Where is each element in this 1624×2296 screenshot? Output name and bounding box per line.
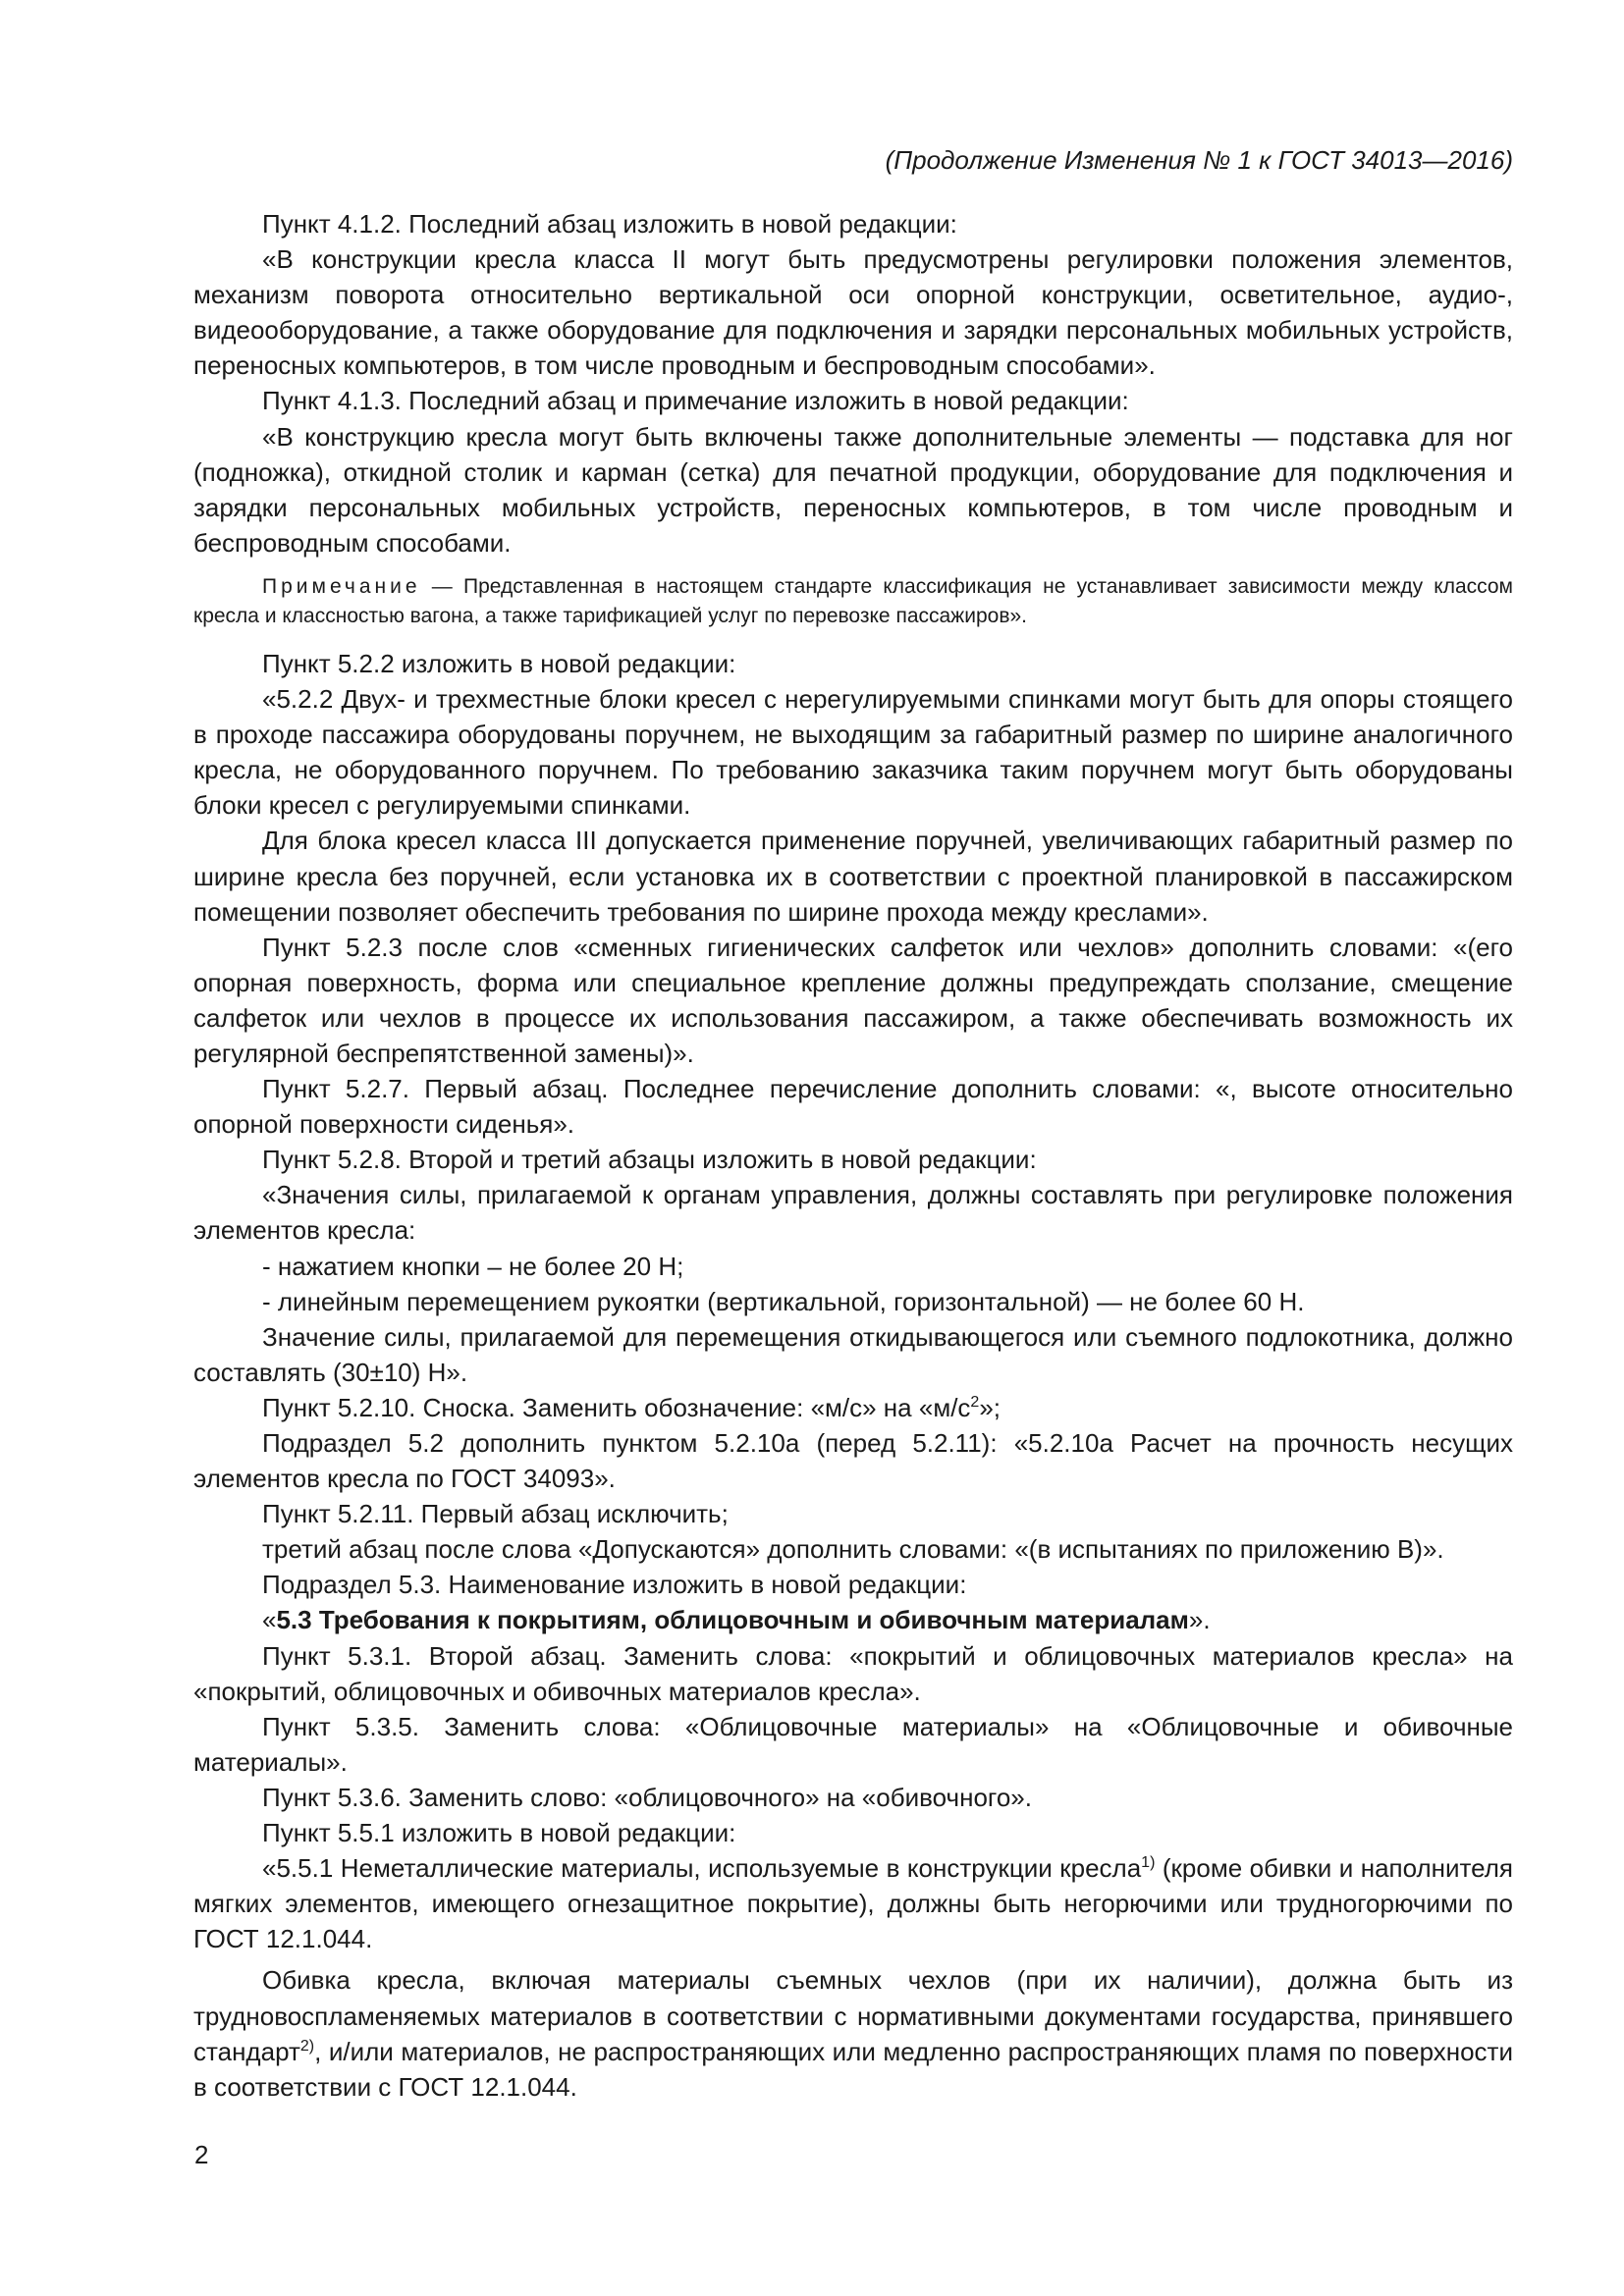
note-paragraph xyxy=(193,572,1513,631)
paragraph: Пункт 5.3.1. Второй абзац. Заменить слова: «покрытий и облицовочных материалов кресла» на «покрытий, облицовочных и обивочных материалов кресла». xyxy=(193,1640,1513,1706)
list-item: - нажатием кнопки – не более 20 Н; xyxy=(262,1251,684,1281)
paragraph: Для блока кресел класса III допускается применение поручней, увеличивающих габаритный размер по ширине кресла без поручней, если установка их в соответствии с проектной планировкой в пассажирском помещении позволяет обеспечить требования по ширине прохода между креслами». xyxy=(193,826,1513,927)
footnote-ref: 2) xyxy=(299,2037,315,2055)
section-title-paragraph xyxy=(193,1602,1513,1637)
paragraph: третий абзац после слова «Допускаются» дополнить словами: «(в испытаниях по приложению В)». xyxy=(262,1534,1444,1565)
paragraph-text: , и/или материалов, не распространяющих или медленно распространяющих пламя по поверхности в соответствии с ГОСТ 12.1.044. xyxy=(193,2036,1513,2102)
paragraph: «5.2.2 Двух- и трехместные блоки кресел с нерегулируемыми спинками могут быть для опоры стоящего в проходе пассажира оборудованы поручнем, не выходящим за габаритный размер по ширине аналогичного кресла, не оборудованного поручнем. По требованию заказчика таким поручнем могут быть оборудованы блоки кресел с регулируемыми спинками. xyxy=(193,684,1513,821)
paragraph: Подраздел 5.3. Наименование изложить в новой редакции: xyxy=(262,1570,967,1600)
paragraph: Подраздел 5.2 дополнить пунктом 5.2.10а (перед 5.2.11): «5.2.10а Расчет на прочность несущих элементов кресла по ГОСТ 34093». xyxy=(193,1428,1513,1494)
superscript: 2 xyxy=(970,1393,980,1411)
note-label: Примечание xyxy=(262,574,421,598)
paragraph: Пункт 5.2.7. Первый абзац. Последнее перечисление дополнить словами: «, высоте относительно опорной поверхности сиденья». xyxy=(193,1074,1513,1140)
page-number: 2 xyxy=(194,2140,209,2169)
paragraph: «В конструкцию кресла могут быть включены также дополнительные элементы — подставка для ног (подножка), откидной столик и карман (сетка) для печатной продукции, оборудование для подключения и зарядки персональных мобильных устройств, переносных компьютеров, в том числе проводным и беспроводным способами. xyxy=(193,421,1513,558)
paragraph: Пункт 5.2.2 изложить в новой редакции: xyxy=(262,648,736,678)
paragraph: Пункт 5.2.8. Второй и третий абзацы изложить в новой редакции: xyxy=(262,1145,1037,1175)
quote-close: ». xyxy=(1188,1605,1211,1635)
document-body xyxy=(193,206,1513,2105)
paragraph: Пункт 5.3.6. Заменить слово: «облицовочного» на «обивочного». xyxy=(262,1782,1032,1812)
section-title: 5.3 Требования к покрытиям, облицовочным и обивочным материалам xyxy=(276,1605,1189,1635)
paragraph-text: Обивка кресла, включая материалы съемных чехлов (при их наличии), должна быть из трудновоспламеняемых материалов в соответствии с нормативными документами государства, принявшего стандарт xyxy=(193,1965,1513,2066)
quote-open: « xyxy=(262,1605,277,1635)
paragraph-text: Пункт 5.2.10. Сноска. Заменить обозначение: «м/с» на «м/с xyxy=(262,1392,971,1422)
paragraph: Пункт 4.1.2. Последний абзац изложить в новой редакции: xyxy=(262,209,957,239)
footnote-ref: 1) xyxy=(1141,1854,1156,1872)
paragraph xyxy=(193,1850,1513,1956)
paragraph-text: «5.5.1 Неметаллические материалы, используемые в конструкции кресла xyxy=(262,1853,1142,1884)
paragraph xyxy=(193,1962,1513,2104)
paragraph: Пункт 4.1.3. Последний абзац и примечание изложить в новой редакции: xyxy=(262,386,1129,416)
paragraph xyxy=(193,1390,1513,1425)
paragraph-text: (кроме обивки и наполнителя мягких элементов, имеющего огнезащитное покрытие), должны быть негорючими или трудногорючими по ГОСТ 12.1.044. xyxy=(193,1853,1514,1954)
continuation-header: (Продолжение Изменения № 1 к ГОСТ 34013—2016) xyxy=(885,145,1513,175)
paragraph: Пункт 5.3.5. Заменить слова: «Облицовочные материалы» на «Облицовочные и обивочные материалы». xyxy=(193,1711,1513,1777)
paragraph: Пункт 5.2.3 после слов «сменных гигиенических салфеток или чехлов» дополнить словами: «(его опорная поверхность, форма или специальное крепление должны предупреждать сползание, смещение салфеток или чехлов в процессе их использования пассажиром, а также обеспечивать возможность их регулярной беспрепятственной замены)». xyxy=(193,932,1513,1068)
paragraph: Значение силы, прилагаемой для перемещения откидывающегося или съемного подлокотника, должно составлять (30±10) Н». xyxy=(193,1321,1513,1387)
list-item: - линейным перемещением рукоятки (вертикальной, горизонтальной) — не более 60 Н. xyxy=(262,1286,1305,1316)
paragraph-text: »; xyxy=(979,1392,1001,1422)
paragraph: Пункт 5.5.1 изложить в новой редакции: xyxy=(262,1818,736,1848)
paragraph: «В конструкции кресла класса II могут быть предусмотрены регулировки положения элементов, механизм поворота относительно вертикальной оси опорной конструкции, осветительное, аудио-, видеооборудование, а также оборудование для подключения и зарядки персональных мобильных устройств, переносных компьютеров, в том числе проводным и беспроводным способами». xyxy=(193,244,1513,381)
note-text: — Представленная в настоящем стандарте классификация не устанавливает зависимости между классом кресла и классностью вагона, а также тарификацией услуг по перевозке пассажиров». xyxy=(193,574,1513,627)
paragraph: «Значения силы, прилагаемой к органам управления, должны составлять при регулировке положения элементов кресла: xyxy=(193,1180,1513,1246)
paragraph: Пункт 5.2.11. Первый абзац исключить; xyxy=(262,1499,729,1529)
